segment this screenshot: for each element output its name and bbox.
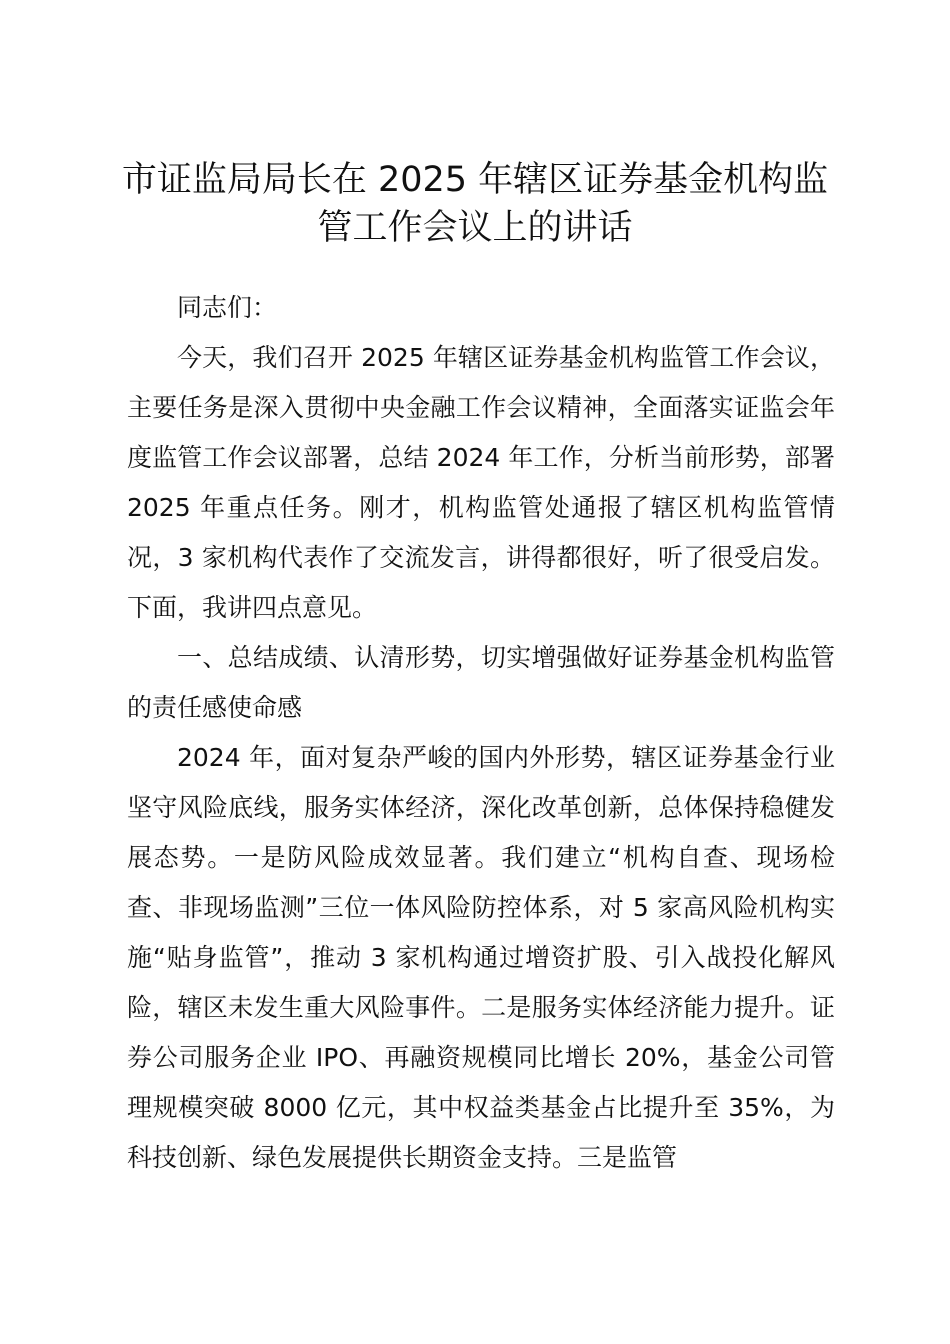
document-title: 市证监局局长在 2025 年辖区证券基金机构监管工作会议上的讲话 bbox=[121, 160, 829, 248]
section-heading-1: 一、总结成绩、认清形势，切实增强做好证券基金机构监管的责任感使命感 bbox=[127, 643, 835, 722]
paragraph-opening: 今天，我们召开 2025 年辖区证券基金机构监管工作会议，主要任务是深入贯彻中央金融工作会议精神，全面落实证监会年度监管工作会议部署，总结 2024 年工作，分析当前形势，部署 2025 年重点任务。刚才，机构监管处通报了辖区机构监管情况，3 家机构代表作了交流发言，讲得都很好，听了很受启发。下面，我讲四点意见。 bbox=[127, 343, 835, 622]
document-body bbox=[127, 283, 835, 1183]
salutation: 同志们： bbox=[177, 293, 278, 322]
paragraph-achievements: 2024 年，面对复杂严峻的国内外形势，辖区证券基金行业坚守风险底线，服务实体经济，深化改革创新，总体保持稳健发展态势。一是防风险成效显著。我们建立“机构自查、现场检查、非现场监测”三位一体风险防控体系，对 5 家高风险机构实施“贴身监管”，推动 3 家机构通过增资扩股、引入战投化解风险，辖区未发生重大风险事件。二是服务实体经济能力提升。证券公司服务企业 IPO、再融资规模同比增长 20%，基金公司管理规模突破 8000 亿元，其中权益类基金占比提升至 35%，为科技创新、绿色发展提供长期资金支持。三是监管 bbox=[127, 743, 835, 1172]
